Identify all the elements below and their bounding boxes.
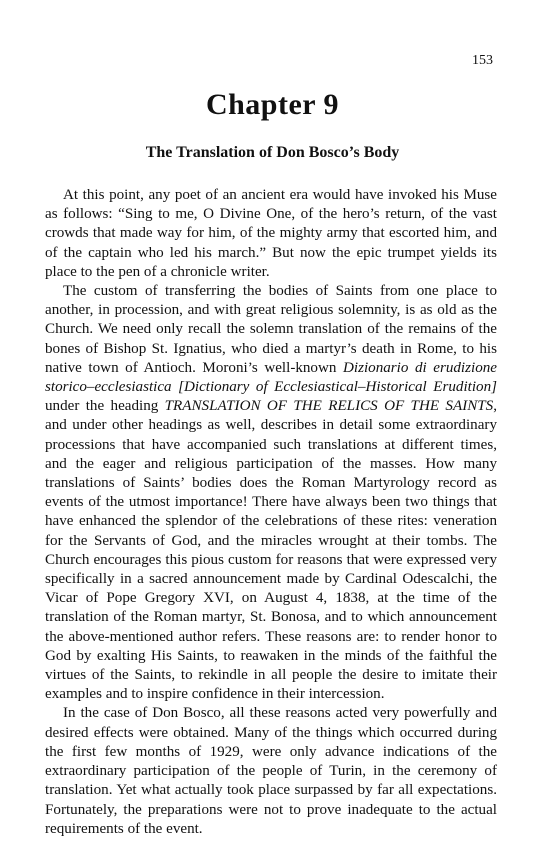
book-title: Dizionario di erudizione storico–ecclesiastica [Dictionary of Ecclesiastical–Historical Erudition] [45, 359, 497, 396]
paragraph-text: In the case of Don Bosco, all these reasons acted very powerfully and desired effects were obtained. Many of the things which occurred during the first few months of 1929, were only advance indications of the extraordinary participation of the people of Turin, in the ceremony of translation. Yet what actually took place surpassed by far all expectations. Fortunately, the preparations were not to prove inadequate to the actual requirements of the event. [45, 705, 497, 837]
paragraph [45, 704, 497, 838]
body-text [45, 186, 497, 839]
chapter-title: Chapter 9 [205, 88, 340, 121]
paragraph [45, 282, 497, 704]
paragraph-text: , and under other headings as well, describes in detail some extraordinary processions that have accompanied such translations at different times, and the eager and religious participation of the masses. How many translations of Saints’ bodies does the Roman Martyrology record as events of the utmost importance! There have always been two things that have enhanced the splendor of the celebrations of these rites: veneration for the Servants of God, and the miracles wrought at their tombs. The Church encourages this pious custom for reasons that were expressed very specifically in a sacred announcement made by Cardinal Odescalchi, the Vicar of Pope Gregory XVI, on August 4, 1838, at the time of the translation of the Roman martyr, St. Bonosa, and to which announcement the above-mentioned author refers. These reasons are: to render honor to God by exalting His Saints, to reawaken in the minds of the faithful the virtues of the Saints, to rekindle in all people the desire to imitate their examples and to inspire confidence in their intercession. [45, 398, 498, 703]
chapter-subtitle: The Translation of Don Bosco’s Body [145, 144, 400, 161]
heading-reference: TRANSLATION OF THE RELICS OF THE SAINTS [164, 398, 494, 415]
paragraph-text: under the heading [45, 398, 165, 415]
paragraph-text: At this point, any poet of an ancient era would have invoked his Muse as follows: “Sing to me, O Divine One, of the hero’s return, of the vast crowds that made way for him, of the mighty army that escorted him, and of the captain who led his march.” But now the epic trumpet yields its place to the pen of a chronicle writer. [45, 187, 497, 280]
paragraph-text: The custom of transferring the bodies of Saints from one place to another, in procession, and with great religious solemnity, is as old as the Church. We need only recall the solemn translation of the remains of the bones of Bishop St. Ignatius, who died a martyr’s death in Rome, to his native town of Antioch. Moroni’s well-known [45, 283, 497, 376]
paragraph [45, 186, 497, 282]
page-number: 153 [472, 53, 493, 68]
